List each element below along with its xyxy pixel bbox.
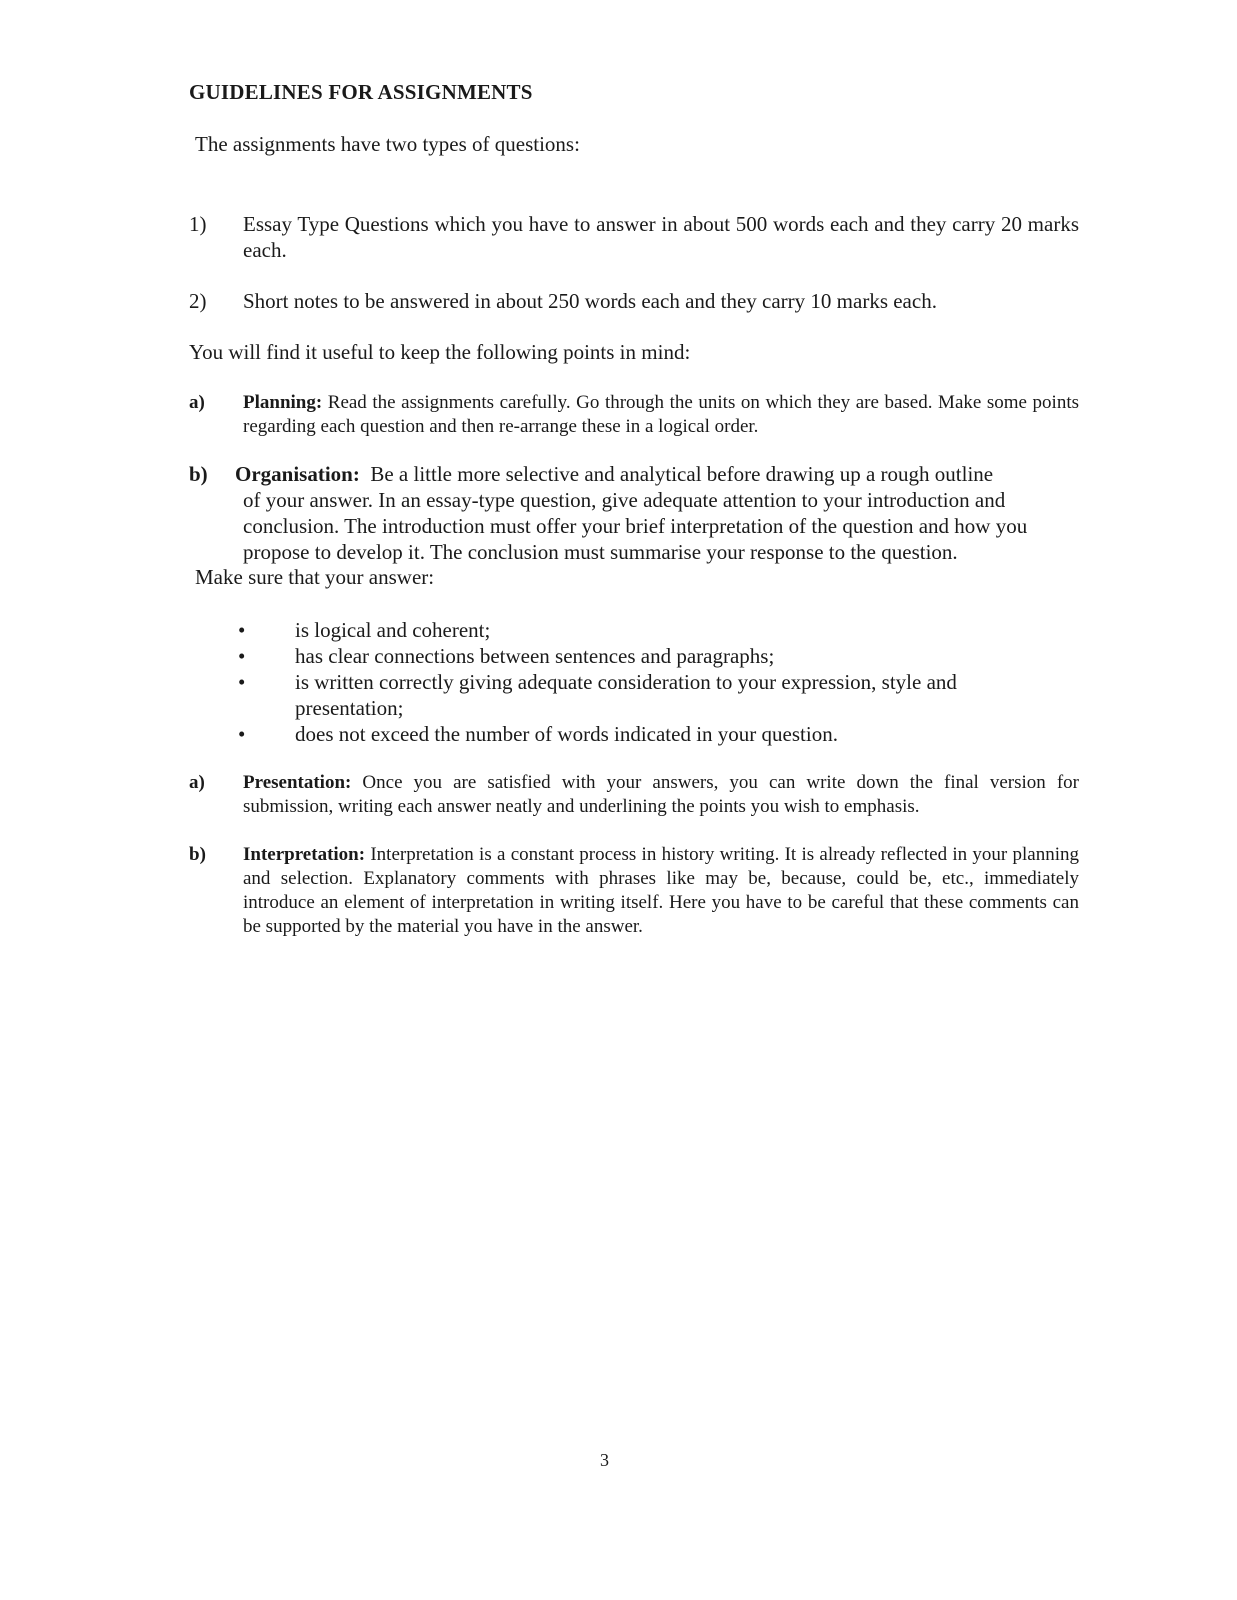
organisation-point [189,461,1079,565]
list-item [238,669,1038,721]
bullet-icon: • [238,670,246,694]
point-lead: Organisation: [235,462,360,486]
point-text: Read the assignments carefully. Go through the units on which they are based. Make some points regarding each question and then re-arrange these in a logical order. [243,392,1079,437]
question-type-item [189,211,1079,263]
page-number: 3 [600,1450,609,1470]
question-type-item [189,288,1079,314]
item-number: 2) [189,289,207,313]
point-lead: Interpretation: [243,844,366,865]
point-text: Once you are satisfied with your answers, you can write down the final version for submission, writing each answer neatly and underlining the points you wish to emphasis. [243,772,1080,817]
point-body [243,391,1079,439]
list-item [238,617,1038,643]
point-body [243,843,1079,939]
list-item-text: does not exceed the number of words indicated in your question. [295,722,838,746]
point-text: Interpretation is a constant process in history writing. It is already reflected in your planning and selection. Explanatory comments with phrases like may be, because, could be, etc., immediately introduce an element of interpretation in writing itself. Here you have to be careful that these comments can be supported by the material you have in the answer. [243,844,1080,937]
interpretation-point [189,843,1079,939]
list-item [238,721,1038,747]
list-item-text: is logical and coherent; [295,618,491,642]
item-text: Essay Type Questions which you have to answer in about 500 words each and they carry 20 marks each. [243,212,1079,262]
planning-point [189,391,1079,439]
point-letter: a) [189,392,205,413]
point-letter: b) [189,844,206,865]
point-lead: Planning: [243,392,323,413]
point-letter: b) [189,462,208,486]
bullet-icon: • [238,618,246,642]
presentation-point [189,771,1079,819]
point-letter: a) [189,772,205,793]
make-sure-text: Make sure that your answer: [195,565,435,589]
list-item-text: has clear connections between sentences and paragraphs; [295,644,775,668]
item-number: 1) [189,212,207,236]
point-text-first: Be a little more selective and analytical before drawing up a rough outline [370,462,994,486]
point-first-line [235,461,1079,487]
intro-text: The assignments have two types of questions: [195,132,580,156]
item-text: Short notes to be answered in about 250 words each and they carry 10 marks each. [243,289,937,313]
bullet-icon: • [238,722,246,746]
list-item [238,643,1038,669]
point-text-rest: of your answer. In an essay-type question, give adequate attention to your introduction and conclusion. The introduction must offer your brief interpretation of the question and how you propose to develop it. The conclusion must summarise your response to the question. [243,488,1028,564]
bullet-icon: • [238,644,246,668]
keep-in-mind-text: You will find it useful to keep the following points in mind: [189,340,691,364]
page-heading: GUIDELINES FOR ASSIGNMENTS [189,80,533,104]
checklist [238,617,1038,747]
point-lead: Presentation: [243,772,352,793]
list-item-text: is written correctly giving adequate consideration to your expression, style and presentation; [295,670,957,720]
point-body [243,771,1079,819]
